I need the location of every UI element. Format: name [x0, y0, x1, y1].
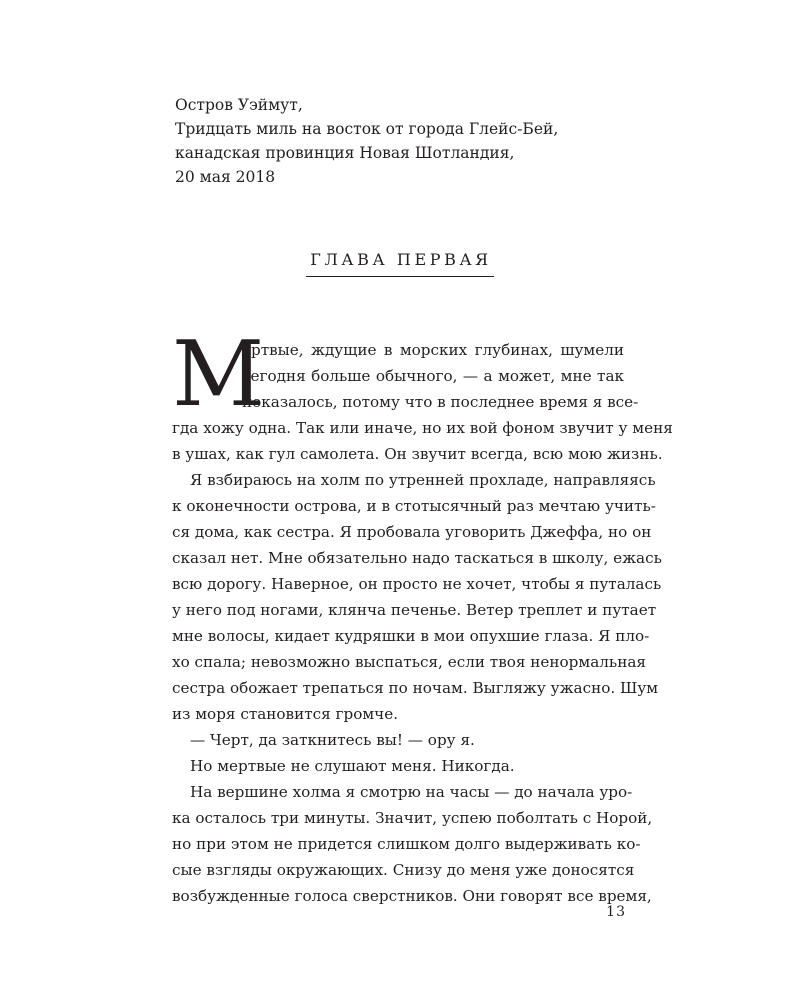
text-line: показалось, потому что в последнее время я все-: [242, 393, 639, 411]
epigraph: [175, 93, 558, 189]
text-line: но при этом не придется слишком долго выдерживать ко-: [172, 835, 641, 853]
chapter-title: ГЛАВА ПЕРВАЯ: [306, 250, 493, 277]
epigraph-line: 20 мая 2018: [175, 168, 276, 186]
text-line: хо спала; невозможно выспаться, если твоя ненормальная: [172, 653, 646, 671]
text-line: ертвые, ждущие в морских глубинах, шумели: [242, 341, 624, 359]
text-line: сегодня больше обычного, — а может, мне так: [242, 367, 624, 385]
chapter-heading: [0, 250, 800, 277]
drop-cap: М: [172, 322, 265, 427]
text-line: в ушах, как гул самолета. Он звучит всегда, всю мою жизнь.: [172, 445, 663, 463]
body-text: [172, 322, 673, 909]
text-line: сестра обожает трепаться по ночам. Выгляжу ужасно. Шум: [172, 679, 659, 697]
text-line: ка осталось три минуты. Значит, успею поболтать с Норой,: [172, 809, 653, 827]
text-line: сые взгляды окружающих. Снизу до меня уже доносятся: [172, 861, 635, 879]
text-line: из моря становится громче.: [172, 705, 399, 723]
text-line: Я взбираюсь на холм по утренней прохладе, направляясь: [190, 471, 656, 489]
text-line: сказал нет. Мне обязательно надо таскаться в школу, ежась: [172, 549, 662, 567]
text-line: к оконечности острова, и в стотысячный раз мечтаю учить-: [172, 497, 656, 515]
text-line: у него под ногами, клянча печенье. Ветер треплет и путает: [172, 601, 657, 619]
opening-paragraph-start: [172, 322, 639, 427]
drop-cap-lines: [242, 337, 639, 415]
epigraph-line: канадская провинция Новая Шотландия,: [175, 144, 515, 162]
text-line: гда хожу одна. Так или иначе, но их вой фоном звучит у меня: [172, 419, 673, 437]
text-line: всю дорогу. Наверное, он просто не хочет, чтобы я путалась: [172, 575, 662, 593]
text-line: возбужденные голоса сверстников. Они говорят все время,: [172, 887, 652, 905]
text-line: На вершине холма я смотрю на часы — до начала уро-: [190, 783, 633, 801]
text-line: Но мертвые не слушают меня. Никогда.: [190, 757, 515, 775]
text-line: ся дома, как сестра. Я пробовала уговорить Джеффа, но он: [172, 523, 652, 541]
epigraph-line: Остров Уэймут,: [175, 96, 303, 114]
dialogue-line: — Черт, да заткнитесь вы! — ору я.: [190, 731, 475, 749]
epigraph-line: Тридцать миль на восток от города Глейс-Бей,: [175, 120, 559, 138]
page-number: 13: [606, 904, 626, 920]
text-line: мне волосы, кидает кудряшки в мои опухшие глаза. Я пло-: [172, 627, 650, 645]
